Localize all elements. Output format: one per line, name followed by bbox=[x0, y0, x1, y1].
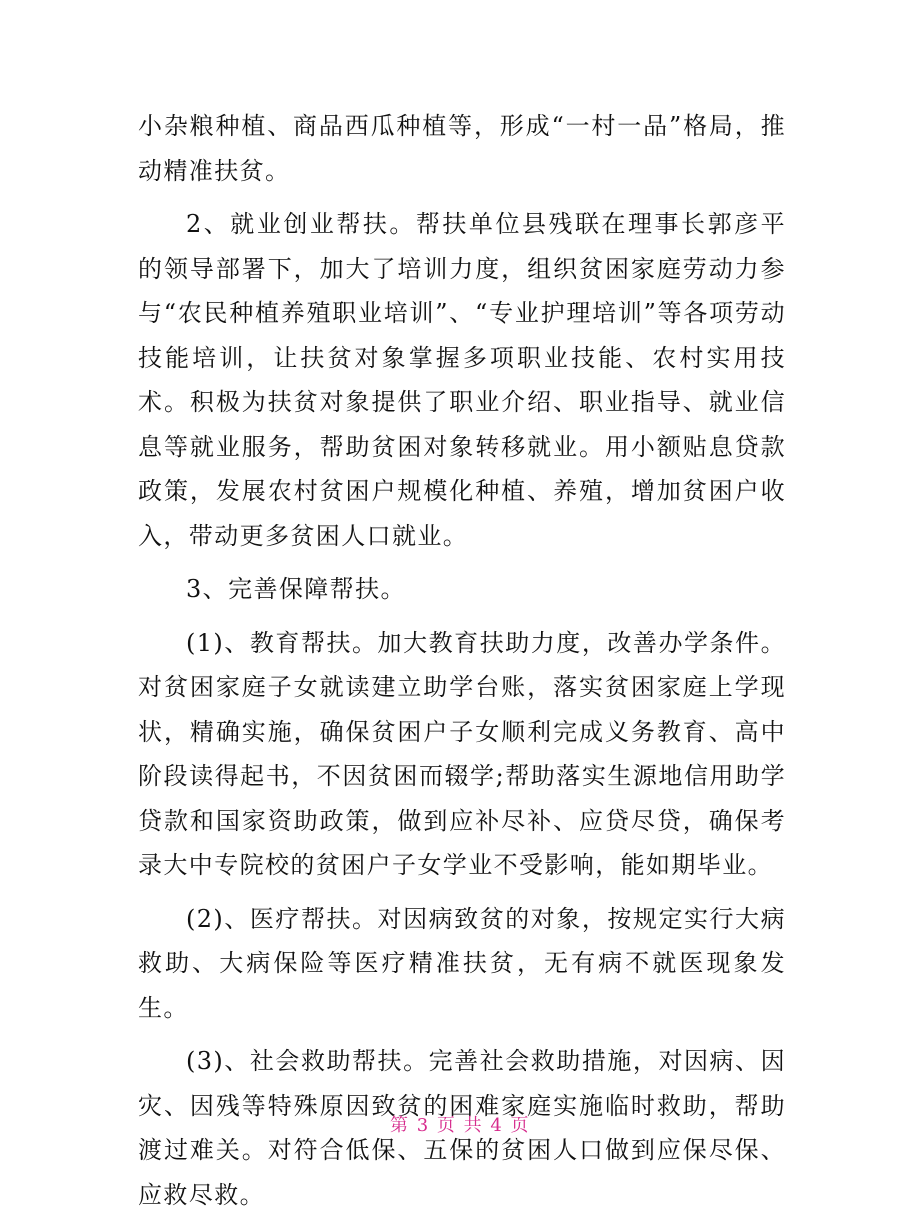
page-number-footer: 第 3 页 共 4 页 bbox=[389, 1115, 530, 1136]
paragraph-6: (3)、社会救助帮扶。完善社会救助措施，对因病、因灾、因残等特殊原因致贫的困难家庭实施临时救助，帮助渡过难关。对符合低保、五保的贫困人口做到应保尽保、应救尽救。 bbox=[138, 1047, 786, 1209]
paragraph-5: (2)、医疗帮扶。对因病致贫的对象，按规定实行大病救助、大病保险等医疗精准扶贫，无有病不就医现象发生。 bbox=[138, 904, 786, 1022]
paragraph-2: 2、就业创业帮扶。帮扶单位县残联在理事长郭彦平的领导部署下，加大了培训力度，组织贫困家庭劳动力参与“农民种植养殖职业培训”、“专业护理培训”等各项劳动技能培训，让扶贫对象掌握多项职业技能、农村实用技术。积极为扶贫对象提供了职业介绍、职业指导、就业信息等就业服务，帮助贫困对象转移就业。用小额贴息贷款政策，发展农村贫困户规模化种植、养殖，增加贫困户收入，带动更多贫困人口就业。 bbox=[138, 210, 786, 550]
paragraph-3: 3、完善保障帮扶。 bbox=[186, 575, 406, 603]
document-body bbox=[138, 104, 786, 1226]
paragraph-4: (1)、教育帮扶。加大教育扶助力度，改善办学条件。对贫困家庭子女就读建立助学台账，落实贫困家庭上学现状，精确实施，确保贫困户子女顺利完成义务教育、高中阶段读得起书，不因贫困而辍学;帮助落实生源地信用助学贷款和国家资助政策，做到应补尽补、应贷尽贷，确保考录大中专院校的贫困户子女学业不受影响，能如期毕业。 bbox=[138, 628, 786, 879]
paragraph-1: 小杂粮种植、商品西瓜种植等，形成“一村一品”格局，推动精准扶贫。 bbox=[138, 112, 786, 185]
